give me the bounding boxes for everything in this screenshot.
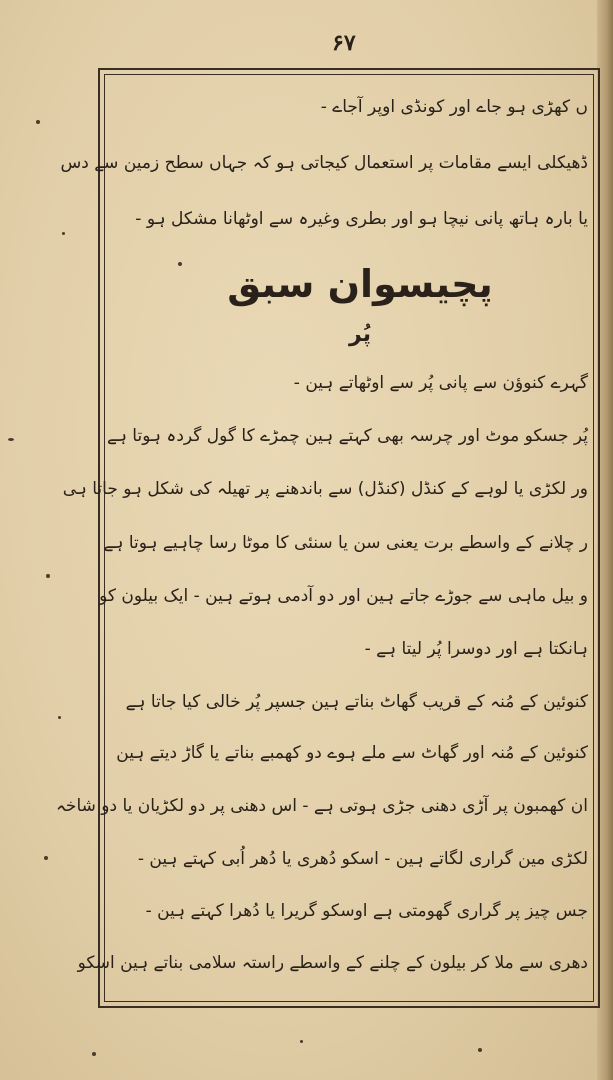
text-line: دھری سے ملا کر بیلون کے چلنے کے واسطے راستہ سلامی بناتے ہین اسکو: [77, 953, 588, 973]
text-line: ور لکڑی یا لوہے کے کنڈل (کنڈل) سے باندھنے پر تھیلہ کی شکل ہو جاتا ہی: [62, 479, 588, 499]
ink-speck: [92, 1052, 96, 1056]
text-line: ر چلانے کے واسطے برت یعنی سن یا سنئی کا موٹا رسا چاہیے ہوتا ہے: [103, 533, 588, 553]
text-line: پُر جسکو موٹ اور چرسہ بھی کہتے ہین چمڑے کا گول گردہ ہوتا ہے: [106, 426, 588, 446]
ink-speck: [300, 1040, 303, 1043]
ink-speck: [8, 438, 14, 441]
text-line: یا بارہ ہاتھ پانی نیچا ہو اور بطری وغیرہ سے اوٹھانا مشکل ہو -: [135, 209, 588, 229]
ink-speck: [36, 120, 40, 124]
ink-speck: [46, 574, 50, 578]
text-line: ڈھیکلی ایسے مقامات پر استعمال کیجاتی ہو کہ جہاں سطح زمین سے دس: [60, 153, 588, 173]
text-line: کنوئین کے مُنہ کے قریب گھاٹ بناتے ہین جسپر پُر خالی کیا جاتا ہے: [125, 692, 588, 712]
page-number: ۶۷: [332, 30, 356, 56]
ink-speck: [178, 262, 182, 266]
text-line: و بیل ماہی سے جوڑے جاتے ہین اور دو آدمی ہوتے ہین - ایک بیلون کو: [99, 586, 588, 606]
text-line: ان کھمبون پر آڑی دھنی جڑی ہوتی ہے - اس دھنی پر دو لکڑیان یا دو شاخہ: [55, 796, 588, 816]
text-line: گہرے کنوؤن سے پانی پُر سے اوٹھاتے ہین -: [293, 373, 588, 393]
ink-speck: [58, 716, 61, 719]
text-line: ہانکتا ہے اور دوسرا پُر لیتا ہے -: [364, 639, 588, 659]
lesson-subtitle: پُر: [349, 322, 371, 347]
text-line: کنوئین کے مُنہ اور گھاٹ سے ملے ہوے دو کھمبے بناتے یا گاڑ دیتے ہین: [116, 743, 588, 763]
text-line: ں کھڑی ہو جاے اور کونڈی اوپر آجاے -: [320, 97, 588, 117]
ink-speck: [478, 1048, 482, 1052]
text-line: لکڑی مین گراری لگاتے ہین - اسکو دُھری یا دُھر اُبی کہتے ہین -: [137, 849, 588, 869]
ink-speck: [62, 232, 65, 235]
text-line: جس چیز پر گراری گھومتی ہے اوسکو گریرا یا دُھرا کہتے ہین -: [145, 901, 588, 921]
lesson-title: پچیسوان سبق: [227, 262, 493, 306]
ink-speck: [44, 856, 48, 860]
